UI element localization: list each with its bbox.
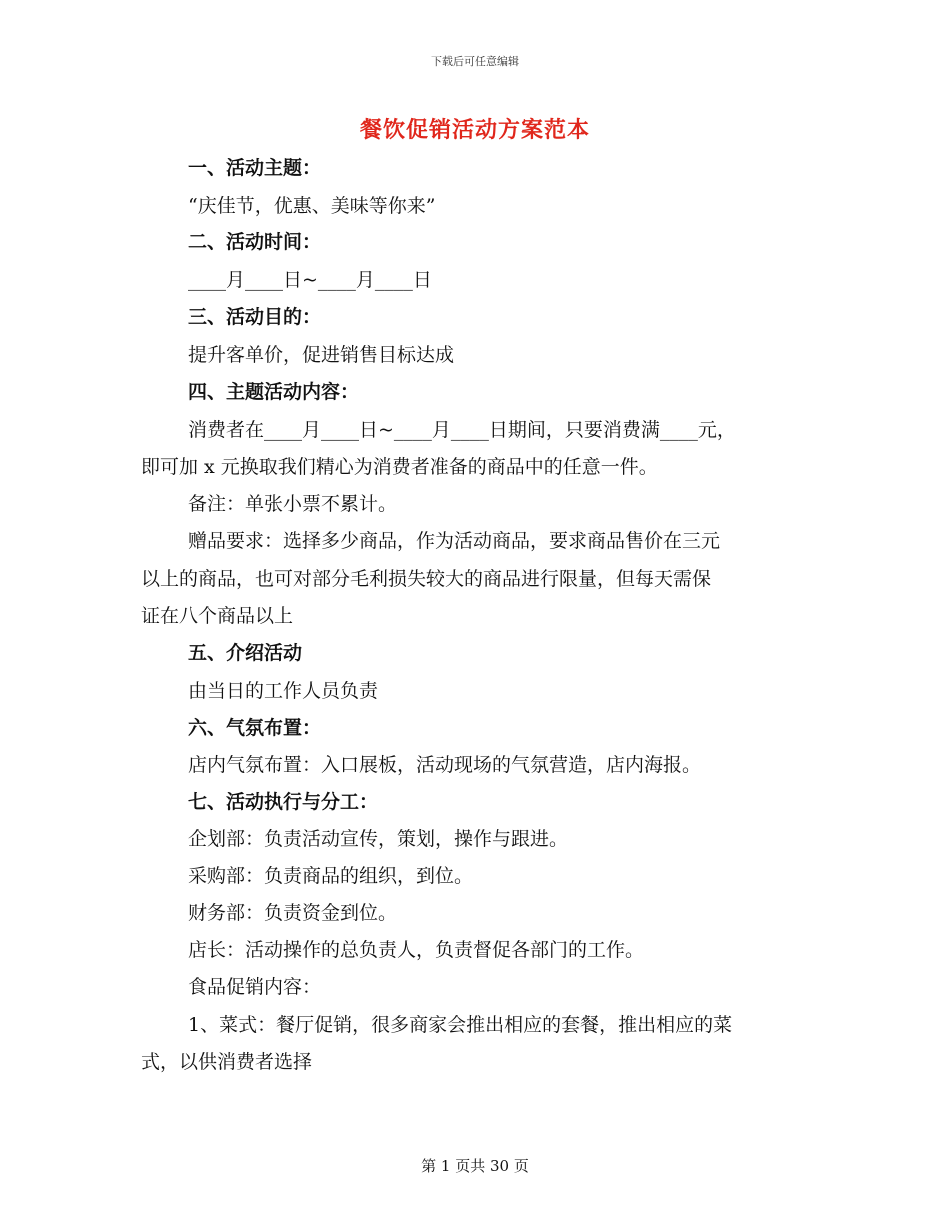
section-heading-intro: 五、介绍活动 [188, 642, 303, 664]
intro-text: 由当日的工作人员负责 [188, 680, 379, 702]
section-heading-execution: 七、活动执行与分工： [188, 791, 379, 813]
header-note: 下载后可任意编辑 [431, 55, 519, 68]
section-heading-atmosphere: 六、气氛布置： [188, 717, 322, 739]
gift-requirement-line: 以上的商品，也可对部分毛利损失较大的商品进行限量，但每天需保 [141, 568, 712, 590]
theme-text: “庆佳节，优惠、美味等你来” [188, 195, 436, 217]
execution-item: 采购部：负责商品的组织，到位。 [188, 865, 474, 887]
goal-text: 提升客单价，促进销售目标达成 [188, 344, 455, 366]
section-heading-theme: 一、活动主题： [188, 157, 322, 179]
execution-item: 企划部：负责活动宣传，策划，操作与跟进。 [188, 828, 569, 850]
content-paragraph-line: 消费者在____月____日~____月____日期间，只要消费满____元， [188, 419, 736, 441]
food-promo-item-line: 1、菜式：餐厅促销，很多商家会推出相应的套餐，推出相应的菜 [188, 1014, 733, 1036]
food-promo-item-line: 式，以供消费者选择 [141, 1051, 313, 1073]
page-number-footer: 第 1 页共 30 页 [421, 1157, 529, 1175]
food-promo-heading: 食品促销内容： [188, 976, 322, 998]
execution-item: 财务部：负责资金到位。 [188, 902, 398, 924]
document-title: 餐饮促销活动方案范本 [359, 117, 590, 143]
gift-requirement-line: 赠品要求：选择多少商品，作为活动商品，要求商品售价在三元 [188, 530, 721, 552]
remark-text: 备注：单张小票不累计。 [188, 493, 398, 515]
section-heading-time: 二、活动时间： [188, 231, 322, 253]
time-text: ____月____日~____月____日 [188, 269, 432, 291]
execution-item: 店长：活动操作的总负责人，负责督促各部门的工作。 [188, 939, 645, 961]
section-heading-goal: 三、活动目的： [188, 306, 322, 328]
gift-requirement-line: 证在八个商品以上 [141, 605, 294, 627]
atmosphere-text: 店内气氛布置：入口展板，活动现场的气氛营造，店内海报。 [188, 754, 702, 776]
content-paragraph-line: 即可加 x 元换取我们精心为消费者准备的商品中的任意一件。 [141, 456, 658, 478]
section-heading-content: 四、主题活动内容： [188, 381, 360, 403]
